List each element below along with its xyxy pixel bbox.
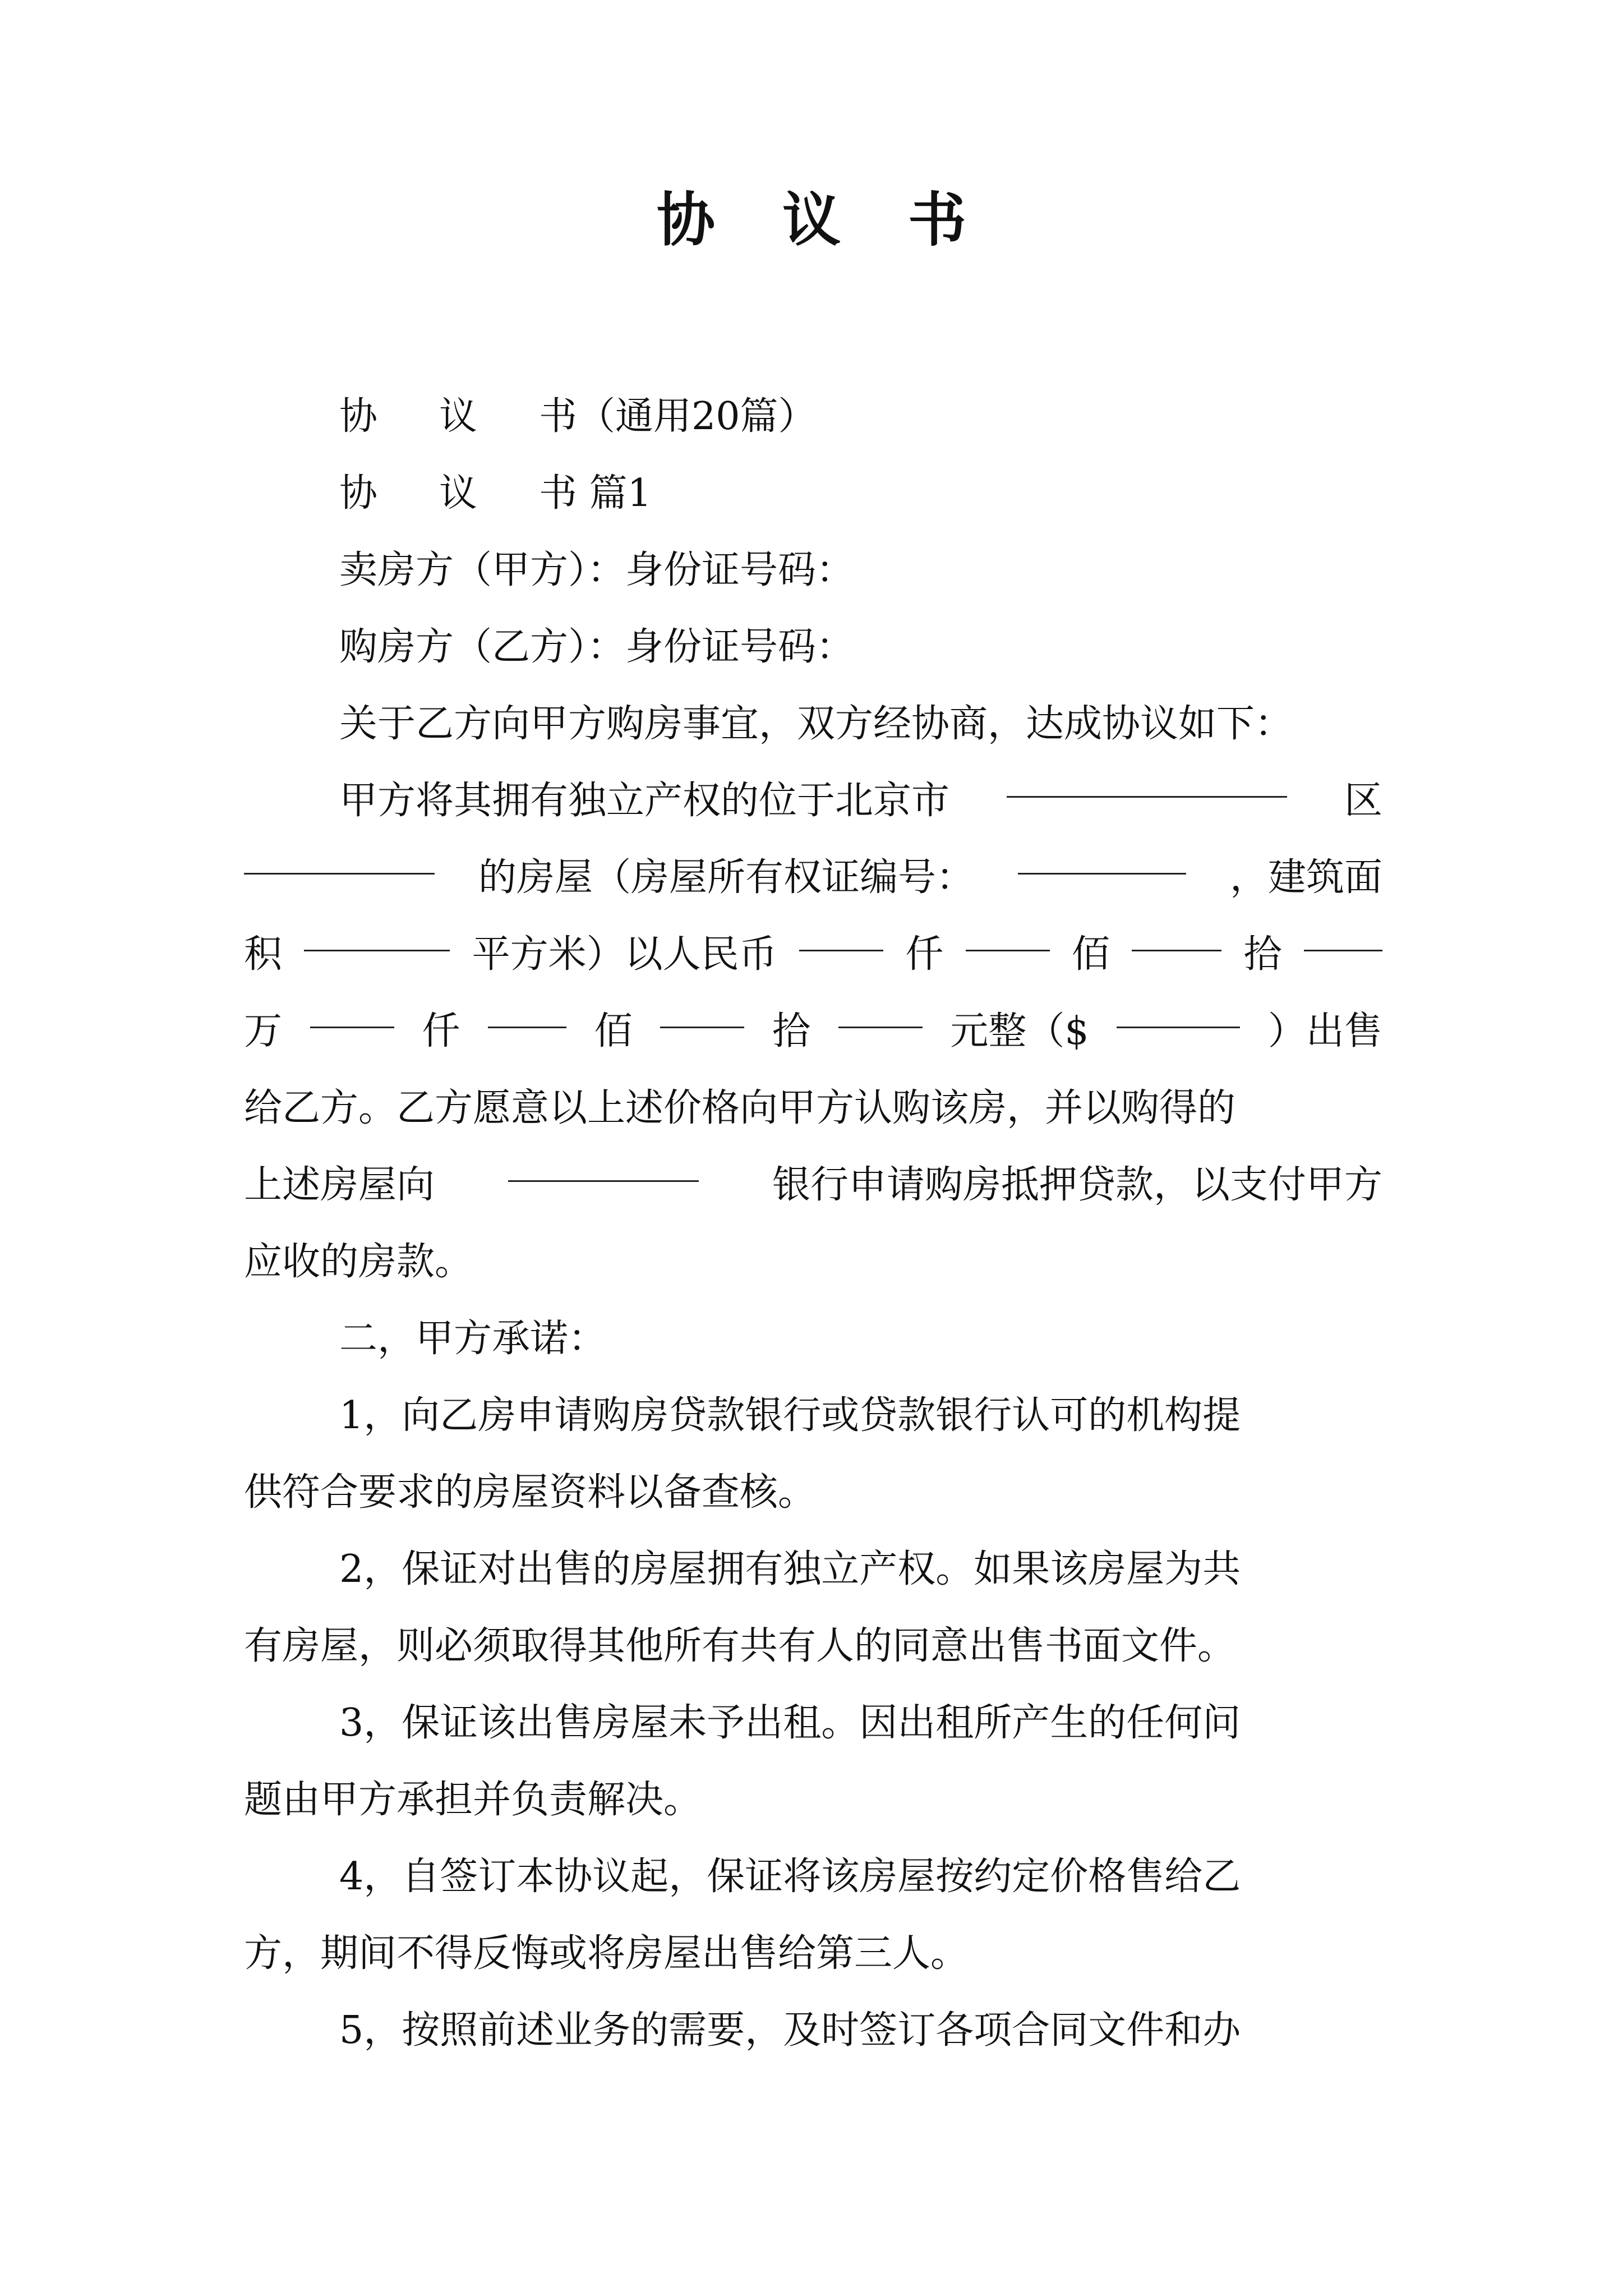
list-item-continuation: 方，期间不得反悔或将房屋出售给第三人。 [244,1931,969,1976]
title-char: 协 [656,185,715,254]
document-title [0,185,1623,254]
blank-field [304,916,450,951]
clause1-line: 应收的房款。 [244,1240,473,1284]
clause1-line: 给乙方。乙方愿意以上述价格向甲方认购该房，并以购得的 [244,1086,1236,1130]
blank-field [488,993,566,1028]
clause1-line: 积 平方米）以人民币 仟 佰 拾 [244,916,1382,993]
collection-heading: 协 议 书（通用20篇） [339,394,817,439]
seller-line: 卖房方（甲方）：身份证号码： [339,548,855,592]
list-item-continuation: 题由甲方承担并负责解决。 [244,1778,702,1822]
article-heading: 协 议 书 篇1 [339,471,652,516]
blank-field [1007,762,1287,798]
title-char: 书 [908,185,967,254]
blank-field [1018,839,1186,875]
intro-line: 关于乙方向甲方购房事宜，双方经协商，达成协议如下： [339,702,1293,746]
clause1-line: 万 仟 佰 拾 元整（$ ）出售 [244,993,1382,1070]
list-item: 1，向乙房申请购房贷款银行或贷款银行认可的机构提 [339,1393,1241,1438]
list-item-continuation: 有房屋，则必须取得其他所有共有人的同意出售书面文件。 [244,1624,1236,1668]
list-item: 5，按照前述业务的需要，及时签订各项合同文件和办 [339,2008,1241,2053]
blank-field [508,1147,699,1182]
blank-field [1117,993,1240,1028]
list-item: 4，自签订本协议起，保证将该房屋按约定价格售给乙 [339,1855,1241,1899]
blank-field [1132,916,1221,951]
clause1-line: 的房屋（房屋所有权证编号： ，建筑面 [244,839,1382,916]
blank-field [244,839,435,875]
clause1-line: 上述房屋向 银行申请购房抵押贷款，以支付甲方 [244,1147,1382,1223]
list-item: 3，保证该出售房屋未予出租。因出租所产生的任何问 [339,1701,1241,1745]
section-heading: 二，甲方承诺： [339,1317,607,1361]
blank-field [660,993,744,1028]
blank-field [966,916,1050,951]
title-char: 议 [782,185,841,254]
blank-field [838,993,923,1028]
list-item: 2，保证对出售的房屋拥有独立产权。如果该房屋为共 [339,1547,1241,1591]
blank-field [310,993,394,1028]
blank-field [799,916,883,951]
list-item-continuation: 供符合要求的房屋资料以备查核。 [244,1470,817,1515]
buyer-line: 购房方（乙方）：身份证号码： [339,625,855,669]
document-body [244,378,1382,2069]
blank-field [1304,916,1382,951]
clause1-line: 甲方将其拥有独立产权的位于北京市 区 [244,762,1382,839]
